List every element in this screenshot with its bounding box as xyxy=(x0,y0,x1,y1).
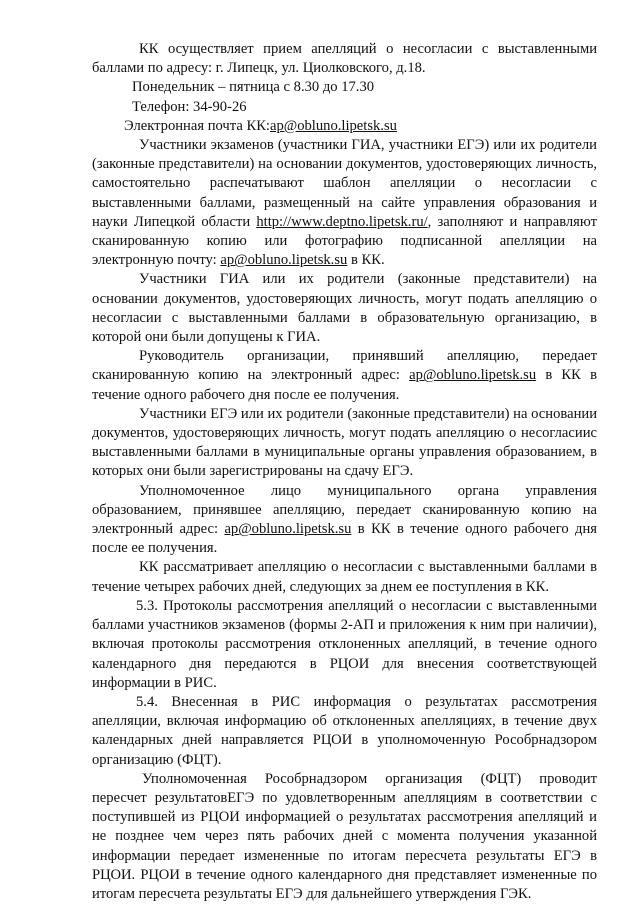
email-line xyxy=(92,117,597,136)
paragraph-ege-participants: Участники ЕГЭ или их родители (законные представители) на основании документов, удостоверяющих личность, могут подать апелляцию о несогласиис выставленными баллами в муниципальные органы управления образованием, в которых они были зарегистрированы на сдачу ЕГЭ. xyxy=(92,405,597,480)
paragraph-municipal-official xyxy=(92,482,597,559)
organization-head-text-end: в КК в течение одного рабочего дня после ее получения. xyxy=(92,367,598,403)
organization-email-link[interactable]: ap@obluno.lipetsk.su xyxy=(409,367,537,384)
paragraph-appeal-template xyxy=(92,136,597,270)
paragraph-organization-head xyxy=(92,347,597,405)
paragraph-reception-address: КК осуществляет прием апелляций о несогласии с выставленными баллами по адресу: г. Липецк, ул. Циолковского, д.18. xyxy=(92,41,597,77)
email-link[interactable]: ap@obluno.lipetsk.su xyxy=(269,117,397,134)
municipal-official-text: Уполномоченное лицо муниципального органа управления образованием, принявшее апелляцию, передает сканированную копию на электронный адрес: xyxy=(92,482,597,538)
appeal-email-link[interactable]: ap@obluno.lipetsk.su xyxy=(220,252,348,269)
paragraph-section-5-4: 5.4. Внесенная в РИС информация о результатах рассмотрения апелляции, включая информацию об отклоненных апелляциях, в течение двух календарных дней направляется РЦОИ в уполномоченную Рособрнадзором организацию (ФЦТ). xyxy=(92,693,597,768)
working-hours: Понедельник – пятница с 8.30 до 17.30 xyxy=(132,79,375,96)
paragraph-gia-participants: Участники ГИА или их родители (законные представители) на основании документов, удостоверяющих личность, могут подать апелляцию о несогласии с выставленными баллами в образовательную организацию, в которой они были допущены к ГИА. xyxy=(92,271,597,346)
municipal-email-link[interactable]: ap@obluno.lipetsk.su xyxy=(224,521,352,538)
paragraph-kk-review: КК рассматривает апелляцию о несогласии с выставленными баллами в течение четырех рабочих дней, следующих за днем ее поступления в КК. xyxy=(92,559,597,595)
document-page xyxy=(92,40,597,904)
paragraph-section-5-3: 5.3. Протоколы рассмотрения апелляций о несогласии с выставленными баллами участников экзаменов (формы 2-АП и приложения к ним при наличии), включая протоколы рассмотрения отклоненных апелляций, в течение одного календарного дня передаются в РЦОИ для внесения соответствующей информации в РИС. xyxy=(92,597,597,691)
deptno-site-link[interactable]: http://www.deptno.lipetsk.ru/ xyxy=(256,213,428,230)
municipal-official-text-end: в КК в течение одного рабочего дня после ее получения. xyxy=(92,521,598,557)
organization-head-text: Руководитель организации, принявший апелляцию, передает сканированную копию на электронный адрес: xyxy=(92,348,597,384)
email-label: Электронная почта КК: xyxy=(124,117,270,134)
paragraph-fct-recount: Уполномоченная Рособрнадзором организация (ФЦТ) проводит пересчет результатовЕГЭ по удовлетворенным апелляциям в соответствии с поступившей из РЦОИ информацией о результатах рассмотрения апелляций и не позднее чем через пять рабочих дней с момента получения указанной информации передает измененные по итогам пересчета результаты ЕГЭ в РЦОИ. РЦОИ в течение одного календарного дня представляет измененные по итогам пересчета результаты ЕГЭ для дальнейшего утверждения ГЭК. xyxy=(92,770,597,902)
appeal-template-text-cont: , заполняют и направляют сканированную копию или фотографию подписанной апелляции на электронную почту: xyxy=(92,213,597,269)
appeal-template-text: Участники экзаменов (участники ГИА, участники ЕГЭ) или их родители (законные представители) на основании документов, удостоверяющих личность, самостоятельно распечатывают шаблон апелляции о несогласии с выставленными баллами, размещенный на сайте управления образования и науки Липецкой области xyxy=(92,137,597,230)
appeal-template-text-end: в КК. xyxy=(347,252,385,269)
phone-number: Телефон: 34-90-26 xyxy=(132,98,247,115)
